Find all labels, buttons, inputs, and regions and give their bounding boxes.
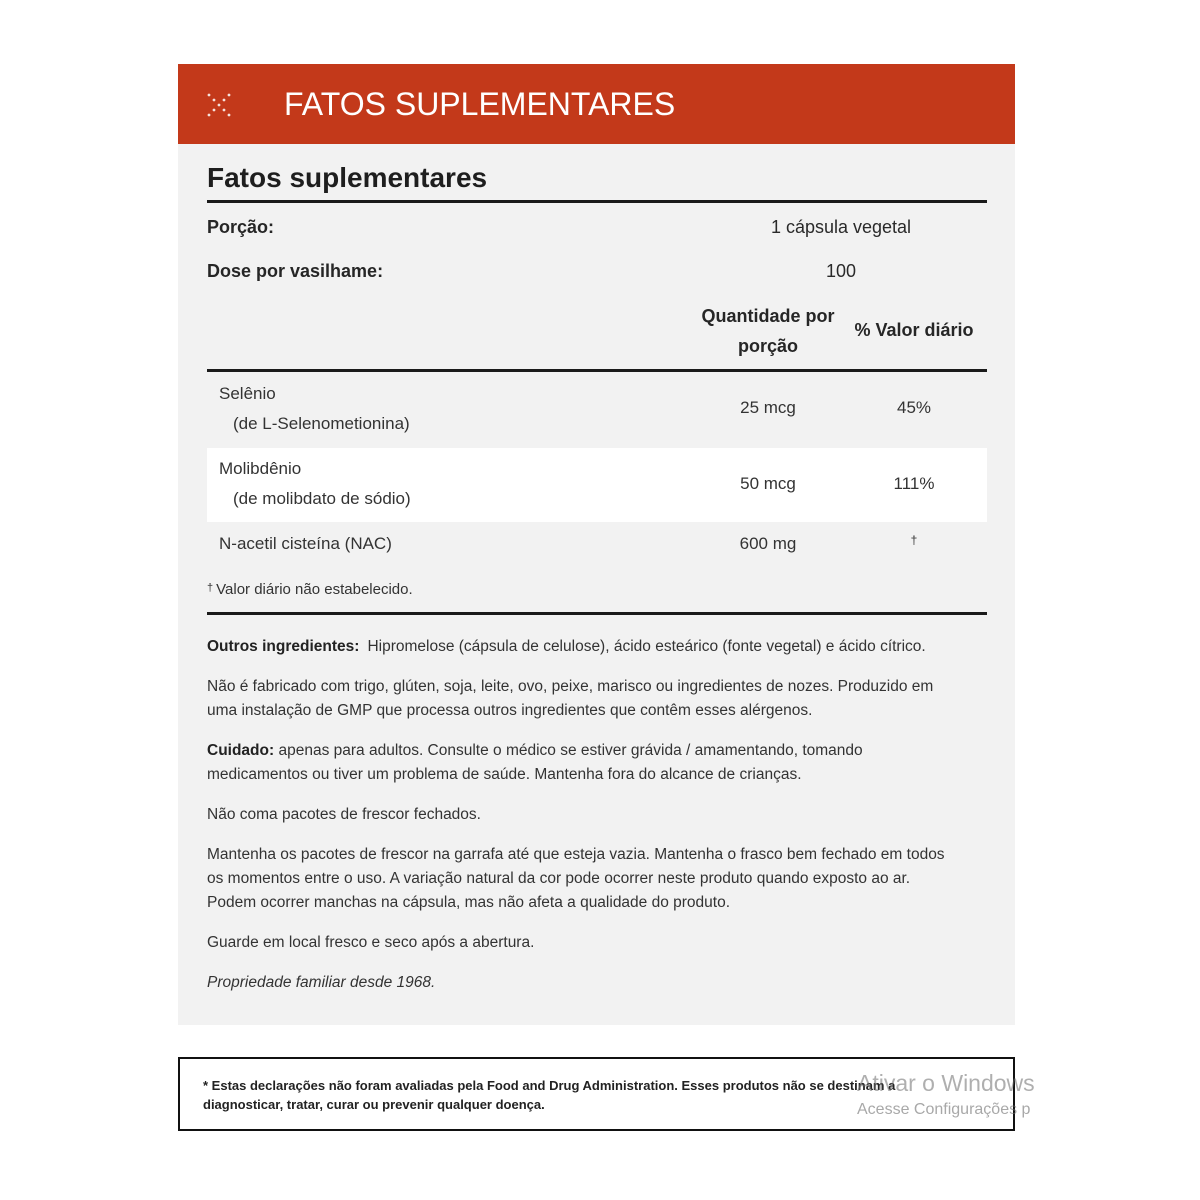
packets-note-text: Não coma pacotes de frescor fechados. <box>207 806 481 823</box>
caution-label: Cuidado: <box>207 742 275 759</box>
family-note-text: Propriedade familiar desde 1968. <box>207 974 436 991</box>
disclaimer-line: * Estas declarações não foram avaliadas pela Food and Drug Administration. Esses produtos não se destinam a <box>203 1078 896 1093</box>
nutrient-daily-value: 45% <box>896 398 932 417</box>
serving-label: Porção: <box>207 217 275 237</box>
store-note <box>207 931 997 955</box>
dotted-x-icon[interactable] <box>207 93 231 117</box>
disclaimer-line: diagnosticar, tratar, curar ou prevenir qualquer doença. <box>203 1097 545 1112</box>
caution-line: apenas para adultos. Consulte o médico se estiver grávida / amamentando, tomando <box>278 742 863 759</box>
other-ingredients-text: Hipromelose (cápsula de celulose), ácido esteárico (fonte vegetal) e ácido cítrico. <box>367 638 926 655</box>
footnote-mark: † <box>207 582 214 594</box>
fda-disclaimer-box <box>178 1057 1015 1131</box>
amount-per-serving-header-line2: porção <box>737 336 798 356</box>
nutrient-name: N-acetil cisteína (NAC) <box>219 534 392 553</box>
footnote-text: Valor diário não estabelecido. <box>216 581 413 598</box>
nutrient-row <box>207 448 987 522</box>
storage-line: Mantenha os pacotes de frescor na garrafa até que esteja vazia. Mantenha o frasco bem fechado em todos <box>207 846 945 863</box>
nutrient-amount: 600 mg <box>739 534 797 553</box>
nutrient-daily-value: 111% <box>893 474 935 493</box>
caution-statement <box>207 739 997 787</box>
thick-divider <box>207 612 987 615</box>
nutrient-source: (de L-Selenometionina) <box>233 414 410 433</box>
supplement-facts-panel <box>178 144 1015 1025</box>
nutrient-row <box>207 522 987 566</box>
other-ingredients-label: Outros ingredientes: <box>207 638 360 655</box>
storage-line: os momentos entre o uso. A variação natural da cor pode ocorrer neste produto quando exposto ao ar. <box>207 870 911 887</box>
nutrient-source: (de molibdato de sódio) <box>233 489 411 508</box>
allergen-line: uma instalação de GMP que processa outros ingredientes que contêm esses alérgenos. <box>207 702 813 719</box>
daily-value-header: % Valor diário <box>854 320 974 340</box>
storage-line: Podem ocorrer manchas na cápsula, mas não afeta a qualidade do produto. <box>207 894 731 911</box>
other-ingredients <box>207 635 997 659</box>
nutrient-amount: 50 mcg <box>740 474 796 493</box>
supplement-facts-accordion-header[interactable] <box>178 64 1015 144</box>
family-note <box>207 971 997 995</box>
caution-line: medicamentos ou tiver um problema de saúde. Mantenha fora do alcance de crianças. <box>207 766 802 783</box>
nutrient-name: Molibdênio <box>219 459 302 478</box>
daily-value-footnote <box>207 580 413 601</box>
watermark-title: Ativar o Windows <box>857 1070 1035 1096</box>
storage-notes <box>207 843 997 915</box>
accordion-title: FATOS SUPLEMENTARES <box>284 86 676 122</box>
packets-note <box>207 803 997 827</box>
servings-per-container-value: 100 <box>825 261 857 281</box>
nutrient-amount: 25 mcg <box>740 398 796 417</box>
amount-per-serving-header-line1: Quantidade por <box>701 306 835 326</box>
servings-per-container-label: Dose por vasilhame: <box>207 261 384 281</box>
nutrient-row <box>207 372 987 448</box>
thick-divider <box>207 200 987 203</box>
allergen-line: Não é fabricado com trigo, glúten, soja, leite, ovo, peixe, marisco ou ingredientes de nozes. Produzido em <box>207 678 934 695</box>
nutrient-daily-value: † <box>910 533 918 547</box>
serving-value: 1 cápsula vegetal <box>770 217 912 237</box>
watermark-subtitle: Acesse Configurações p <box>857 1101 1031 1118</box>
store-note-text: Guarde em local fresco e seco após a abertura. <box>207 934 535 951</box>
facts-title: Fatos suplementares <box>207 162 488 193</box>
nutrient-name: Selênio <box>219 384 276 403</box>
allergen-statement <box>207 675 997 723</box>
